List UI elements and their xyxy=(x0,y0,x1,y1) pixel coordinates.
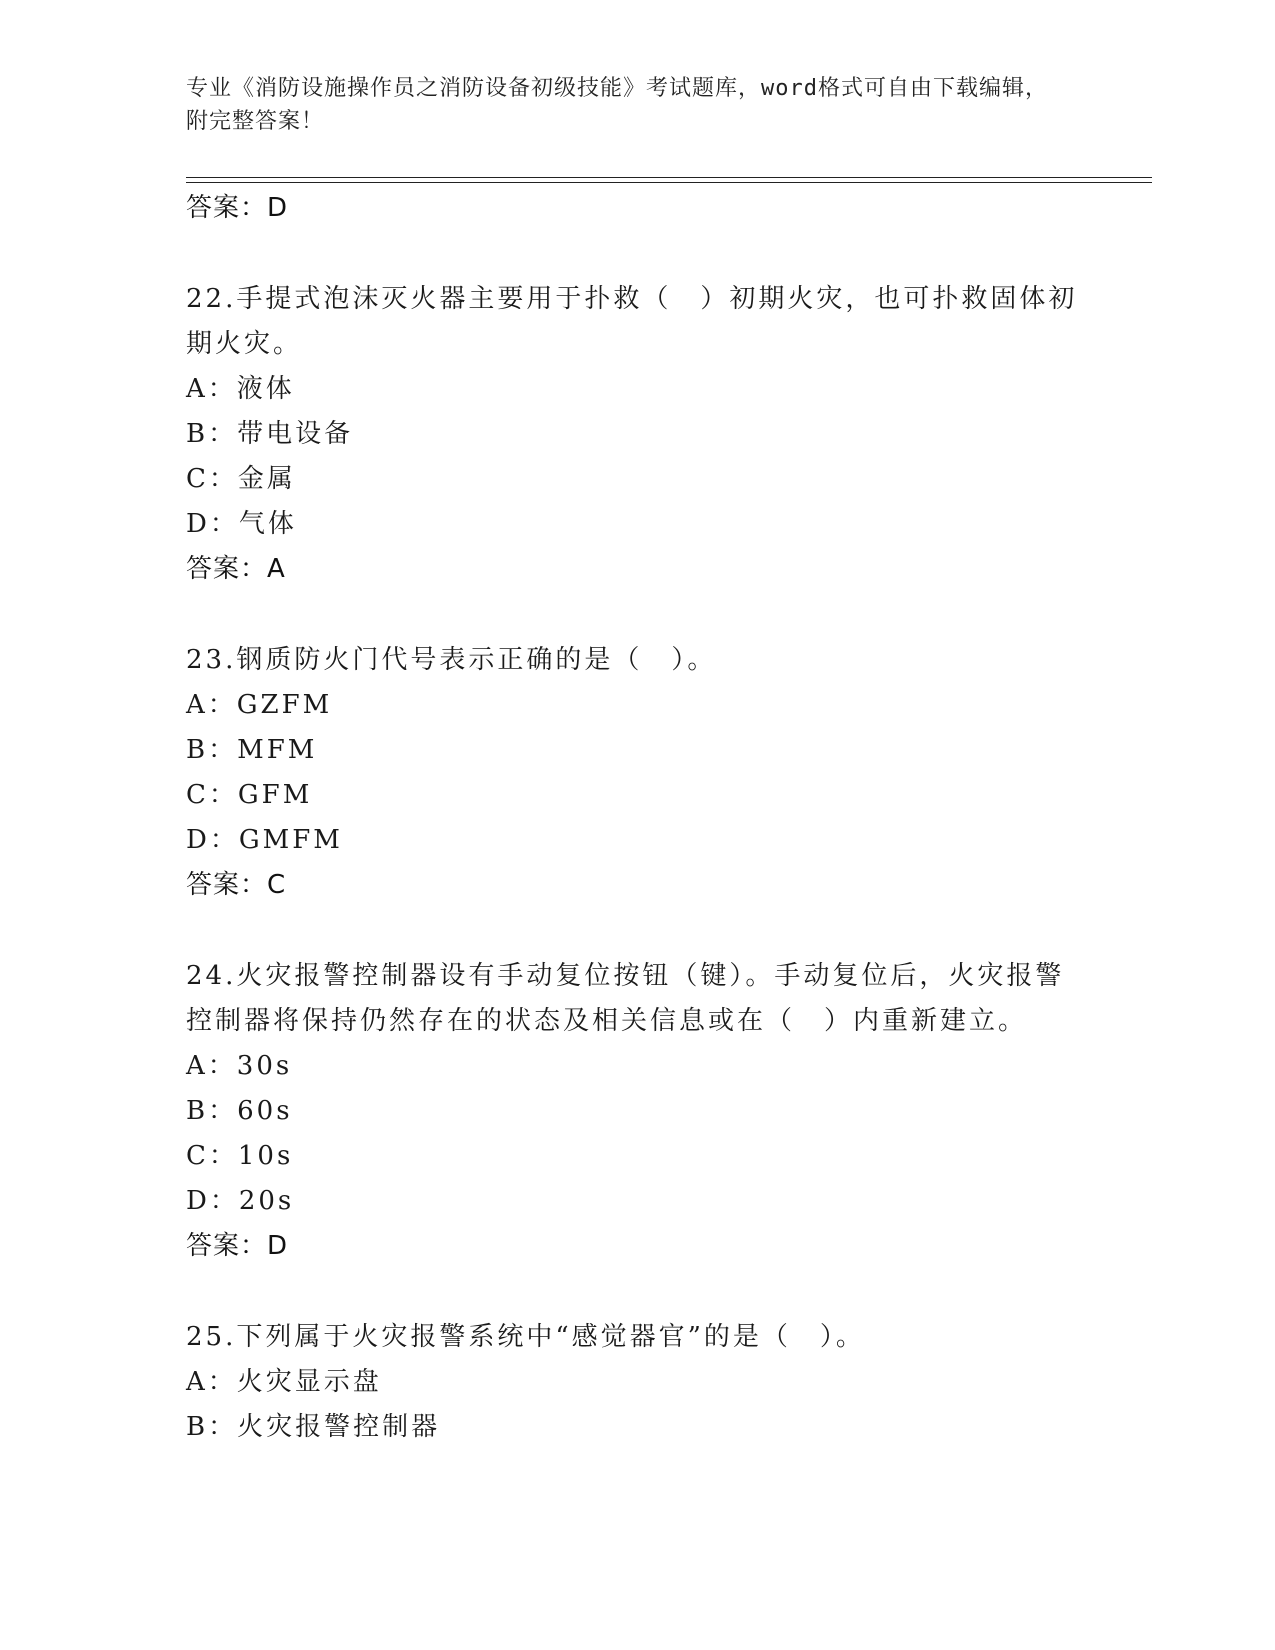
option-d: D：20s xyxy=(186,1186,295,1216)
question-22 xyxy=(186,277,1086,592)
question-list xyxy=(186,186,1086,1450)
question-stem: 23.钢质防火门代号表示正确的是（ ）。 xyxy=(186,645,717,675)
option-d: D：GMFM xyxy=(186,825,343,855)
spacer xyxy=(186,592,1086,638)
spacer xyxy=(186,1269,1086,1315)
answer-line: 答案：D xyxy=(186,193,289,223)
option-c: C：10s xyxy=(186,1141,294,1171)
question-stem: 25.下列属于火灾报警系统中“感觉器官”的是（ ）。 xyxy=(186,1322,865,1352)
spacer xyxy=(186,908,1086,954)
option-a: A：火灾显示盘 xyxy=(186,1367,382,1397)
question-stem: 控制器将保持仍然存在的状态及相关信息或在（ ）内重新建立。 xyxy=(186,1006,1028,1036)
question-stem: 24.火灾报警控制器设有手动复位按钮（键）。手动复位后，火灾报警 xyxy=(186,961,1065,991)
option-b: B：火灾报警控制器 xyxy=(186,1412,441,1442)
question-23 xyxy=(186,638,1086,908)
answer-line: 答案：C xyxy=(186,870,287,900)
header-divider xyxy=(186,177,1152,183)
answer-line: 答案：A xyxy=(186,554,286,584)
question-stem: 期火灾。 xyxy=(186,329,303,359)
question-24 xyxy=(186,954,1086,1269)
spacer xyxy=(186,231,1086,277)
option-b: B：60s xyxy=(186,1096,293,1126)
option-c: C：金属 xyxy=(186,464,296,494)
option-b: B：MFM xyxy=(186,735,318,765)
question-stem: 22.手提式泡沫灭火器主要用于扑救（ ）初期火灾，也可扑救固体初 xyxy=(186,284,1078,314)
question-25 xyxy=(186,1315,1086,1450)
option-d: D：气体 xyxy=(186,509,297,539)
option-a: A：30s xyxy=(186,1051,293,1081)
option-a: A：GZFM xyxy=(186,690,333,720)
option-a: A：液体 xyxy=(186,374,295,404)
answer-line: 答案：D xyxy=(186,1231,289,1261)
option-c: C：GFM xyxy=(186,780,313,810)
option-b: B：带电设备 xyxy=(186,419,354,449)
document-header-note: 专业《消防设施操作员之消防设备初级技能》考试题库，word格式可自由下载编辑，附完整答案！ xyxy=(186,76,1048,134)
